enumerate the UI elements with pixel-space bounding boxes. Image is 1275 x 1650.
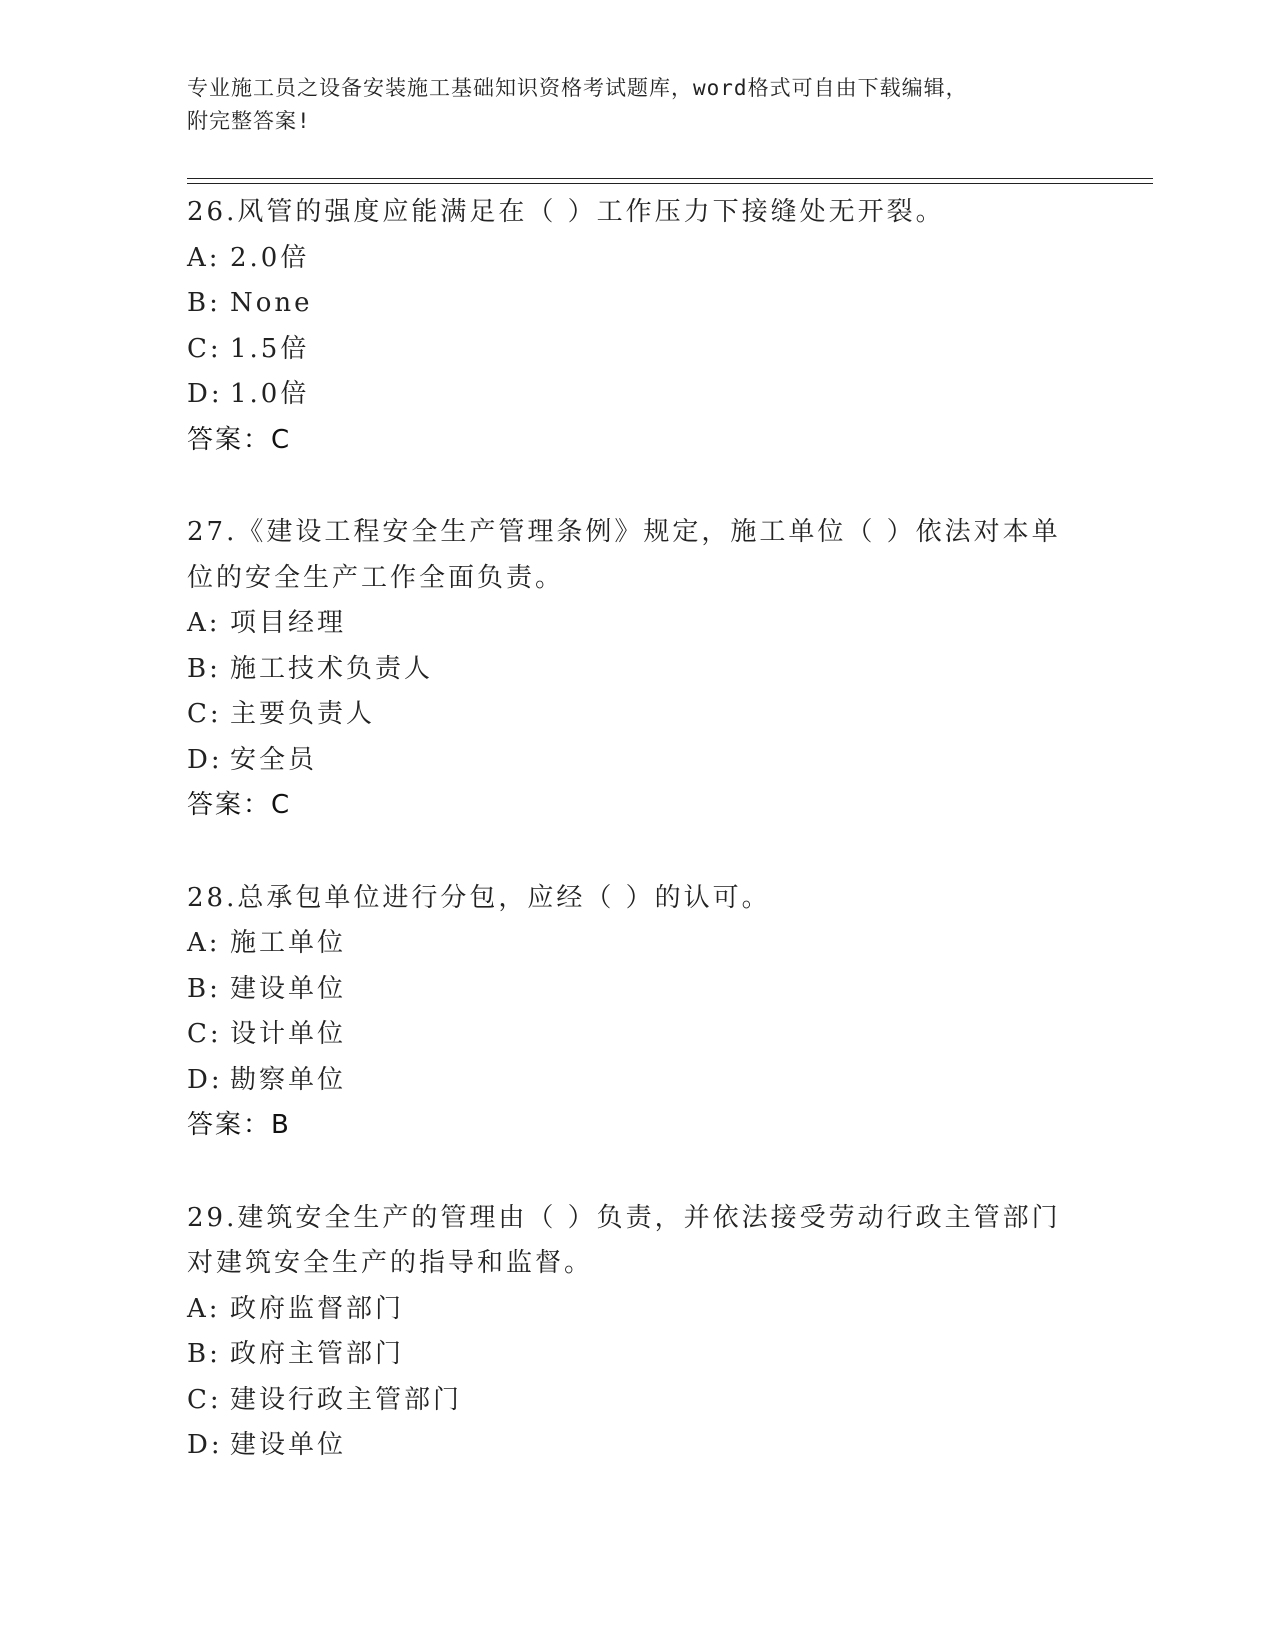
option-key: D: [187,1064,223,1095]
option-text: 勘察单位 [230,1064,347,1095]
option-key: D: [187,744,223,775]
option-text: 施工技术负责人 [230,653,434,684]
option-text: 建设行政主管部门 [230,1384,463,1415]
option-text: None [230,288,313,318]
header-divider-bottom [187,183,1153,184]
question-26 [187,190,1067,463]
option-text: 1.0倍 [230,379,310,409]
option-d [187,1423,1067,1469]
option-key: A: [187,1293,221,1324]
option-key: C: [187,1019,222,1049]
option-c [187,692,1067,738]
answer-line: 答案：B [187,1110,291,1140]
option-key: C: [187,699,222,729]
option-c [187,327,1067,373]
question-28 [187,876,1067,1149]
option-d [187,738,1067,784]
option-key: B: [187,653,221,684]
option-c [187,1378,1067,1424]
option-text: 安全员 [230,744,318,775]
question-27 [187,510,1067,829]
option-text: 主要负责人 [230,699,376,729]
option-key: D: [187,379,223,409]
option-text: 政府主管部门 [230,1339,405,1369]
option-b [187,647,1067,693]
question-29 [187,1196,1067,1469]
option-a [187,921,1067,967]
option-key: A: [187,928,221,958]
option-text: 2.0倍 [230,242,310,273]
option-a [187,236,1067,282]
option-key: B: [187,973,221,1004]
option-c [187,1012,1067,1058]
option-d [187,372,1067,418]
question-stem: 27.《建设工程安全生产管理条例》规定，施工单位（ ）依法对本单位的安全生产工作全面负责。 [187,517,1061,593]
option-key: C: [187,1384,222,1415]
option-key: D: [187,1430,223,1460]
question-stem: 28.总承包单位进行分包，应经（ ）的认可。 [187,882,771,913]
option-text: 建设单位 [230,973,347,1004]
header-divider-top [187,178,1153,179]
answer-line: 答案：C [187,424,292,455]
option-key: A: [187,242,221,273]
document-header [187,72,1067,138]
option-text: 政府监督部门 [230,1293,405,1324]
header-line-1: 专业施工员之设备安装施工基础知识资格考试题库，word格式可自由下载编辑， [187,76,968,100]
option-key: C: [187,333,222,364]
option-b [187,967,1067,1013]
option-text: 1.5倍 [230,333,310,364]
option-a [187,1287,1067,1333]
question-stem: 29.建筑安全生产的管理由（ ）负责，并依法接受劳动行政主管部门对建筑安全生产的指导和监督。 [187,1202,1061,1278]
header-line-2: 附完整答案! [187,109,311,133]
answer-line: 答案：C [187,790,292,820]
option-text: 设计单位 [230,1019,347,1049]
option-key: A: [187,608,221,638]
option-a [187,601,1067,647]
option-key: B: [187,288,221,318]
option-d [187,1058,1067,1104]
option-text: 施工单位 [230,928,347,958]
question-stem: 26.风管的强度应能满足在（ ）工作压力下接缝处无开裂。 [187,197,945,227]
option-text: 建设单位 [230,1430,347,1460]
question-list [187,190,1067,1469]
option-text: 项目经理 [230,608,347,638]
option-key: B: [187,1339,221,1369]
option-b [187,281,1067,327]
option-b [187,1332,1067,1378]
